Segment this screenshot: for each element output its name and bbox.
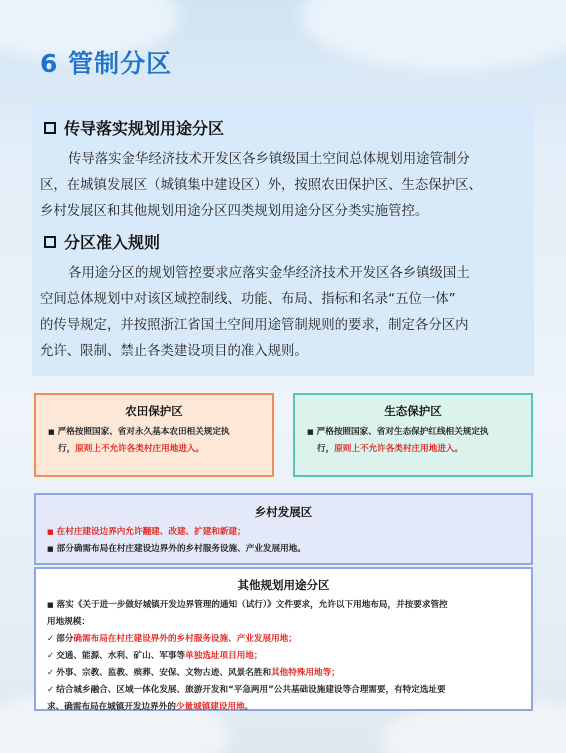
bullet-line: ■ 严格按照国家、省对生态保护红线相关规定执 [307, 427, 489, 437]
bullet-line: ■ 落实《关于进一步做好城镇开发边界管理的通知（试行）》文件要求，允许以下用地布局，并按要求管控 [47, 600, 448, 610]
paragraph-line: 空间总体规划中对该区域控制线、功能、布局、指标和名录“五位一体” [40, 292, 456, 307]
other-zones-box [34, 567, 533, 711]
box-title: 生态保护区 [384, 404, 442, 418]
paragraph-line: 传导落实金华经济技术开发区各乡镇级国土空间总体规划用途管制分 [68, 152, 470, 167]
section-heading-1 [44, 116, 224, 139]
bullet-line: 行，原则上不允许各类村庄用地进入。 [58, 444, 205, 454]
farmland-protection-box [34, 393, 274, 477]
check-icon: ✓ [47, 651, 55, 661]
black-square-icon: ■ [47, 601, 54, 609]
section-heading-text: 传导落实规划用途分区 [64, 119, 225, 138]
section-heading-text: 分区准入规则 [64, 233, 161, 252]
section-heading-2 [44, 230, 160, 253]
eco-protection-box [293, 393, 533, 477]
black-square-icon: ■ [307, 428, 314, 436]
box-title: 农田保护区 [125, 404, 183, 418]
paragraph-line: 各用途分区的规划管控要求应落实金华经济技术开发区各乡镇级国土 [68, 266, 470, 281]
black-square-icon: ■ [47, 545, 54, 553]
check-icon: ✓ [47, 634, 55, 644]
black-square-icon: ■ [48, 428, 55, 436]
check-line: ✓ 结合城乡融合、区域一体化发展、旅游开发和“平急两用”公共基础设施建设等合理需要，有特定选址要 [47, 685, 446, 695]
check-line: 求、确需布局在城镇开发边界外的少量城镇建设用地。 [47, 702, 254, 712]
section2-paragraph [40, 261, 528, 365]
section1-paragraph [40, 147, 528, 225]
box-title: 乡村发展区 [254, 505, 313, 519]
paragraph-line: 允许、限制、禁止各类建设项目的准入规则。 [40, 344, 308, 359]
bullet-line: ■ 部分确需布局在村庄建设边界外的乡村服务设施、产业发展用地。 [47, 544, 306, 554]
cloud-decoration [300, 0, 566, 70]
check-icon: ✓ [47, 685, 55, 695]
box-title: 其他规划用途分区 [237, 578, 330, 592]
rural-development-box [34, 493, 533, 565]
check-line: ✓ 外事、宗教、监教、殡葬、安保、文物古迹、风景名胜和其他特殊用地等； [47, 668, 340, 678]
paragraph-line: 乡村发展区和其他规划用途分区四类规划用途分区分类实施管控。 [40, 204, 429, 219]
black-square-icon: ■ [47, 528, 54, 536]
check-icon: ✓ [47, 668, 55, 678]
bullet-line: ■ 在村庄建设边界内允许翻建、改建、扩建和新建； [47, 527, 246, 537]
square-outline-icon [44, 236, 56, 248]
bullet-line: 行，原则上不允许各类村庄用地进入。 [317, 444, 464, 454]
check-line: ✓ 部分确需布局在村庄建设界外的乡村服务设施、产业发展用地； [47, 634, 297, 644]
paragraph-line: 区，在城镇发展区（城镇集中建设区）外，按照农田保护区、生态保护区、 [40, 178, 482, 193]
square-outline-icon [44, 122, 56, 134]
check-line: ✓ 交通、能源、水利、矿山、军事等单独选址项目用地； [47, 651, 263, 661]
bullet-line: 用地规模： [47, 617, 90, 627]
paragraph-line: 的传导规定，并按照浙江省国土空间用途管制规则的要求，制定各分区内 [40, 318, 469, 333]
bullet-line: ■ 严格按照国家、省对永久基本农田相关规定执 [48, 427, 230, 437]
page-title: 6 管制分区 [40, 49, 173, 78]
